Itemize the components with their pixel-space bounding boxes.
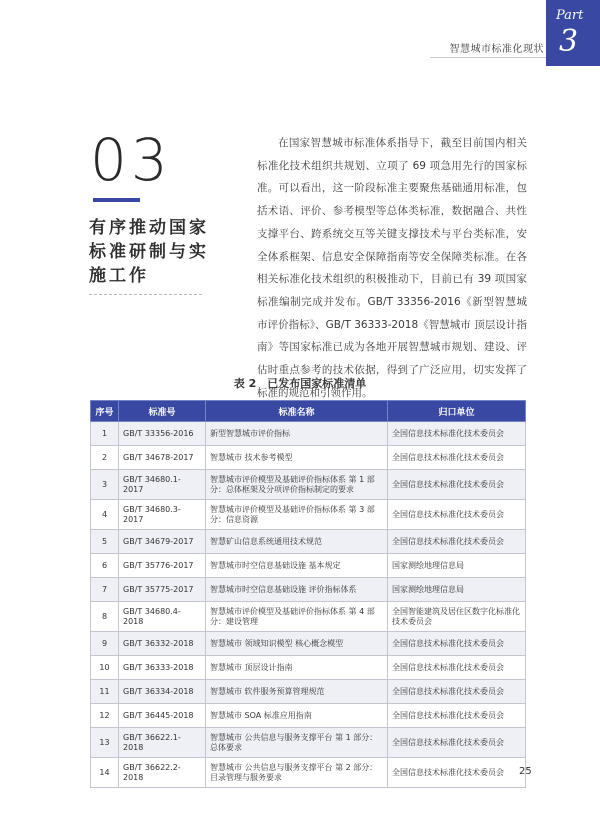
table-row bbox=[91, 578, 526, 602]
cell-name: 智慧城市 软件服务预算管理规范 bbox=[206, 680, 388, 704]
table-row bbox=[91, 680, 526, 704]
cell-name: 新型智慧城市评价指标 bbox=[206, 422, 388, 446]
cell-unit: 全国信息技术标准化技术委员会 bbox=[388, 728, 526, 758]
table-row bbox=[91, 656, 526, 680]
part-label: Part bbox=[556, 8, 584, 23]
cell-unit: 全国信息技术标准化技术委员会 bbox=[388, 446, 526, 470]
cell-unit: 全国信息技术标准化技术委员会 bbox=[388, 500, 526, 530]
cell-unit: 国家测绘地理信息局 bbox=[388, 554, 526, 578]
cell-name: 智慧城市 公共信息与服务支撑平台 第 2 部分：目录管理与服务要求 bbox=[206, 758, 388, 788]
header-cell-unit: 归口单位 bbox=[388, 401, 526, 422]
section-divider bbox=[89, 294, 202, 295]
cell-name: 智慧城市时空信息基础设施 基本规定 bbox=[206, 554, 388, 578]
cell-code: GB/T 35775-2017 bbox=[119, 578, 206, 602]
standards-table bbox=[90, 400, 526, 788]
section-number: 03 bbox=[90, 126, 172, 194]
cell-name: 智慧城市评价模型及基础评价指标体系 第 3 部分：信息资源 bbox=[206, 500, 388, 530]
cell-index: 1 bbox=[91, 422, 119, 446]
cell-unit: 全国信息技术标准化技术委员会 bbox=[388, 632, 526, 656]
header-cell-index: 序号 bbox=[91, 401, 119, 422]
cell-index: 2 bbox=[91, 446, 119, 470]
header-cell-code: 标准号 bbox=[119, 401, 206, 422]
cell-code: GB/T 35776-2017 bbox=[119, 554, 206, 578]
cell-code: GB/T 33356-2016 bbox=[119, 422, 206, 446]
cell-code: GB/T 34680.4-2018 bbox=[119, 602, 206, 632]
cell-code: GB/T 36332-2018 bbox=[119, 632, 206, 656]
header-cell-name: 标准名称 bbox=[206, 401, 388, 422]
cell-unit: 全国信息技术标准化技术委员会 bbox=[388, 422, 526, 446]
cell-index: 5 bbox=[91, 530, 119, 554]
table-row bbox=[91, 500, 526, 530]
table-row bbox=[91, 446, 526, 470]
cell-code: GB/T 34678-2017 bbox=[119, 446, 206, 470]
cell-index: 10 bbox=[91, 656, 119, 680]
table-row bbox=[91, 728, 526, 758]
cell-unit: 全国信息技术标准化技术委员会 bbox=[388, 680, 526, 704]
cell-index: 12 bbox=[91, 704, 119, 728]
table-caption: 表 2 已发布国家标准清单 bbox=[233, 377, 367, 390]
cell-code: GB/T 36622.2-2018 bbox=[119, 758, 206, 788]
table-row bbox=[91, 554, 526, 578]
cell-unit: 全国信息技术标准化技术委员会 bbox=[388, 704, 526, 728]
cell-index: 14 bbox=[91, 758, 119, 788]
cell-name: 智慧矿山信息系统通用技术规范 bbox=[206, 530, 388, 554]
table-row bbox=[91, 632, 526, 656]
cell-index: 4 bbox=[91, 500, 119, 530]
cell-name: 智慧城市 SOA 标准应用指南 bbox=[206, 704, 388, 728]
section-title: 有序推动国家标准研制与实施工作 bbox=[89, 218, 209, 286]
table-header-row bbox=[91, 401, 526, 422]
cell-code: GB/T 36622.1-2018 bbox=[119, 728, 206, 758]
cell-index: 11 bbox=[91, 680, 119, 704]
cell-code: GB/T 36334-2018 bbox=[119, 680, 206, 704]
cell-name: 智慧城市评价模型及基础评价指标体系 第 4 部分：建设管理 bbox=[206, 602, 388, 632]
table-row bbox=[91, 602, 526, 632]
table-row bbox=[91, 530, 526, 554]
cell-index: 6 bbox=[91, 554, 119, 578]
cell-name: 智慧城市评价模型及基础评价指标体系 第 1 部分：总体框架及分项评价指标制定的要求 bbox=[206, 470, 388, 500]
cell-name: 智慧城市 技术参考模型 bbox=[206, 446, 388, 470]
cell-unit: 全国信息技术标准化技术委员会 bbox=[388, 758, 526, 788]
cell-index: 8 bbox=[91, 602, 119, 632]
cell-unit: 全国智能建筑及居住区数字化标准化技术委员会 bbox=[388, 602, 526, 632]
cell-unit: 全国信息技术标准化技术委员会 bbox=[388, 656, 526, 680]
running-header: 智慧城市标准化现状 bbox=[449, 44, 544, 55]
cell-index: 3 bbox=[91, 470, 119, 500]
cell-name: 智慧城市时空信息基础设施 评价指标体系 bbox=[206, 578, 388, 602]
cell-name: 智慧城市 顶层设计指南 bbox=[206, 656, 388, 680]
cell-index: 13 bbox=[91, 728, 119, 758]
table-row bbox=[91, 704, 526, 728]
body-paragraph: 在国家智慧城市标准体系指导下，截至目前国内相关标准化技术组织共规划、立项了 69 项急用先行的国家标准。可以看出，这一阶段标准主要聚焦基础通用标准，包括术语、评价、参考模型等总体类标准，数据融合、共性支撑平台、跨系统交互等关键支撑技术与平台类标准，安全体系框架、信息安全保障指南等安全保障类标准。在各相关标准化技术组织的积极推动下，目前已有 39 项国家标准编制完成并发布。GB/T 33356-2016《新型智慧城市评价指标》、GB/T 36333-2018《智慧城市 顶层设计指南》等国家标准已成为各地开展智慧城市规划、建设、评估时重点参考的技术依据，得到了广泛应用，切实发挥了标准的规范和引领作用。 bbox=[257, 137, 527, 399]
table-row bbox=[91, 422, 526, 446]
cell-code: GB/T 34680.3-2017 bbox=[119, 500, 206, 530]
cell-unit: 国家测绘地理信息局 bbox=[388, 578, 526, 602]
cell-unit: 全国信息技术标准化技术委员会 bbox=[388, 470, 526, 500]
section-accent-bar bbox=[93, 198, 140, 202]
table-row bbox=[91, 470, 526, 500]
cell-index: 9 bbox=[91, 632, 119, 656]
cell-code: GB/T 34679-2017 bbox=[119, 530, 206, 554]
page-number: 25 bbox=[519, 766, 532, 777]
part-number: 3 bbox=[559, 24, 579, 59]
cell-unit: 全国信息技术标准化技术委员会 bbox=[388, 530, 526, 554]
cell-code: GB/T 36445-2018 bbox=[119, 704, 206, 728]
cell-index: 7 bbox=[91, 578, 119, 602]
cell-code: GB/T 36333-2018 bbox=[119, 656, 206, 680]
cell-name: 智慧城市 公共信息与服务支撑平台 第 1 部分：总体要求 bbox=[206, 728, 388, 758]
header-divider bbox=[430, 57, 546, 58]
cell-name: 智慧城市 领域知识模型 核心概念模型 bbox=[206, 632, 388, 656]
table-row bbox=[91, 758, 526, 788]
cell-code: GB/T 34680.1-2017 bbox=[119, 470, 206, 500]
